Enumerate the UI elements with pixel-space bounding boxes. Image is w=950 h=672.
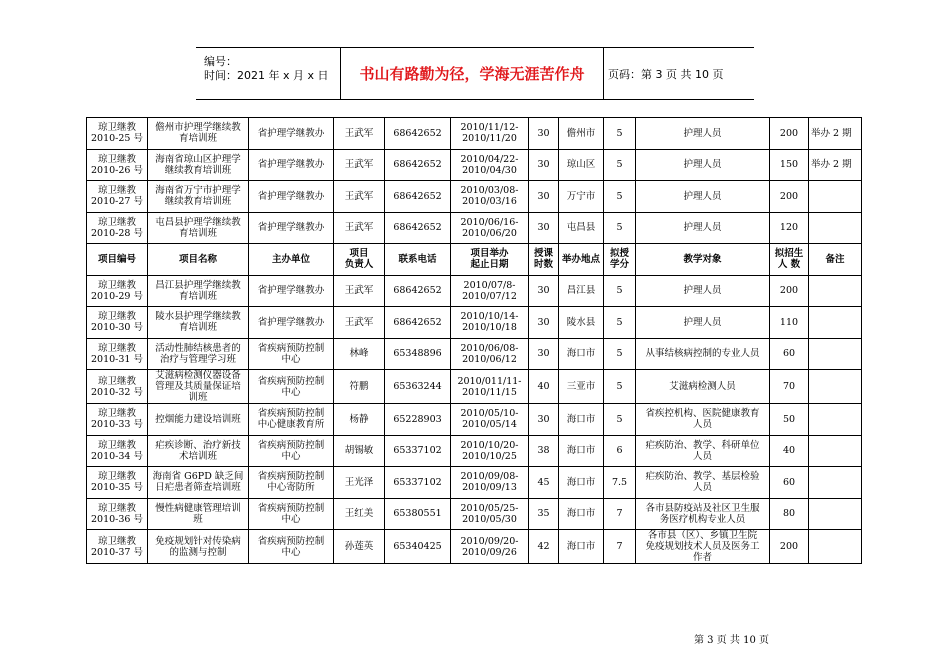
cell-project-name: 活动性肺结核患者的 治疗与管理学习班 (148, 338, 249, 370)
cell-phone: 65337102 (385, 435, 451, 467)
cell-audience: 护理人员 (636, 181, 770, 213)
table-row (87, 498, 862, 530)
cell-location: 昌江县 (559, 275, 604, 307)
cell-enrollment: 200 (770, 181, 809, 213)
cell-date-range: 2010/09/20- 2010/09/26 (451, 530, 529, 564)
header-page-info: 页码：第 3 页 共 10 页 (608, 67, 724, 81)
cell-project-name: 海南省 G6PD 缺乏间 日疟患者筛查培训班 (148, 467, 249, 499)
cell-audience: 从事结核病控制的专业人员 (636, 338, 770, 370)
table-row (87, 149, 862, 181)
cell-credits: 5 (604, 181, 636, 213)
cell-organizer: 省疾病预防控制 中心健康教育所 (249, 404, 334, 436)
cell-date-range: 2010/11/12- 2010/11/20 (451, 118, 529, 150)
cell-project-name: 艾滋病检测仪器设备 管理及其质量保证培 训班 (148, 370, 249, 404)
cell-location: 海口市 (559, 404, 604, 436)
cell-remark (809, 530, 862, 564)
column-header-contact-person: 项目 负责人 (334, 244, 385, 276)
cell-enrollment: 60 (770, 338, 809, 370)
cell-organizer: 省护理学继教办 (249, 149, 334, 181)
cell-organizer: 省护理学继教办 (249, 181, 334, 213)
column-header-phone: 联系电话 (385, 244, 451, 276)
cell-contact-person: 王光泽 (334, 467, 385, 499)
cell-credits: 5 (604, 149, 636, 181)
cell-remark: 举办 2 期 (809, 118, 862, 150)
cell-date-range: 2010/06/16- 2010/06/20 (451, 212, 529, 244)
table-row (87, 212, 862, 244)
cell-hours: 30 (529, 275, 559, 307)
cell-hours: 42 (529, 530, 559, 564)
cell-remark (809, 370, 862, 404)
cell-phone: 68642652 (385, 149, 451, 181)
cell-contact-person: 王武军 (334, 181, 385, 213)
cell-enrollment: 120 (770, 212, 809, 244)
cell-hours: 30 (529, 338, 559, 370)
cell-organizer: 省护理学继教办 (249, 275, 334, 307)
cell-date-range: 2010/03/08- 2010/03/16 (451, 181, 529, 213)
cell-enrollment: 200 (770, 275, 809, 307)
cell-location: 海口市 (559, 338, 604, 370)
cell-audience: 护理人员 (636, 275, 770, 307)
column-header-location: 举办地点 (559, 244, 604, 276)
cell-project-name: 昌江县护理学继续教 育培训班 (148, 275, 249, 307)
cell-remark (809, 181, 862, 213)
cell-project-name: 控烟能力建设培训班 (148, 404, 249, 436)
column-header-date-range: 项目举办 起止日期 (451, 244, 529, 276)
cell-credits: 5 (604, 212, 636, 244)
cell-contact-person: 王武军 (334, 118, 385, 150)
cell-contact-person: 林峰 (334, 338, 385, 370)
cell-project-id: 琼卫继教 2010-37 号 (87, 530, 148, 564)
cell-contact-person: 王红美 (334, 498, 385, 530)
cell-contact-person: 王武军 (334, 307, 385, 339)
cell-hours: 35 (529, 498, 559, 530)
cell-credits: 7.5 (604, 467, 636, 499)
cell-date-range: 2010/10/14- 2010/10/18 (451, 307, 529, 339)
cell-project-name: 儋州市护理学继续教 育培训班 (148, 118, 249, 150)
cell-enrollment: 60 (770, 467, 809, 499)
cell-contact-person: 孙莲英 (334, 530, 385, 564)
cell-location: 海口市 (559, 467, 604, 499)
table-row (87, 404, 862, 436)
cell-audience: 各市县防疫站及社区卫生服 务医疗机构专业人员 (636, 498, 770, 530)
cell-audience: 护理人员 (636, 212, 770, 244)
cell-organizer: 省疾病预防控制 中心 (249, 370, 334, 404)
table-row (87, 530, 862, 564)
cell-date-range: 2010/05/10- 2010/05/14 (451, 404, 529, 436)
cell-location: 屯昌县 (559, 212, 604, 244)
table-row (87, 307, 862, 339)
cell-organizer: 省疾病预防控制 中心 (249, 530, 334, 564)
cell-enrollment: 150 (770, 149, 809, 181)
cell-phone: 68642652 (385, 118, 451, 150)
cell-hours: 30 (529, 149, 559, 181)
cell-phone: 68642652 (385, 181, 451, 213)
cell-organizer: 省护理学继教办 (249, 212, 334, 244)
cell-phone: 65340425 (385, 530, 451, 564)
cell-credits: 5 (604, 338, 636, 370)
cell-phone: 65363244 (385, 370, 451, 404)
cell-project-id: 琼卫继教 2010-30 号 (87, 307, 148, 339)
cell-credits: 6 (604, 435, 636, 467)
column-header-project-id: 项目编号 (87, 244, 148, 276)
cell-hours: 30 (529, 118, 559, 150)
table-row (87, 181, 862, 213)
cell-audience: 各市县（区）、乡镇卫生院 免疫规划技术人员及医务工 作者 (636, 530, 770, 564)
cell-project-name: 海南省万宁市护理学 继续教育培训班 (148, 181, 249, 213)
cell-remark (809, 498, 862, 530)
cell-audience: 护理人员 (636, 307, 770, 339)
cell-credits: 5 (604, 275, 636, 307)
cell-location: 海口市 (559, 530, 604, 564)
training-project-table (86, 117, 862, 564)
cell-project-id: 琼卫继教 2010-29 号 (87, 275, 148, 307)
cell-audience: 艾滋病检测人员 (636, 370, 770, 404)
cell-hours: 30 (529, 181, 559, 213)
cell-enrollment: 70 (770, 370, 809, 404)
cell-contact-person: 王武军 (334, 149, 385, 181)
cell-phone: 65348896 (385, 338, 451, 370)
cell-date-range: 2010/011/11- 2010/11/15 (451, 370, 529, 404)
cell-hours: 30 (529, 307, 559, 339)
cell-organizer: 省疾病预防控制 中心 (249, 498, 334, 530)
cell-enrollment: 80 (770, 498, 809, 530)
cell-date-range: 2010/07/8- 2010/07/12 (451, 275, 529, 307)
cell-organizer: 省疾病预防控制 中心 (249, 338, 334, 370)
cell-project-id: 琼卫继教 2010-28 号 (87, 212, 148, 244)
cell-project-name: 陵水县护理学继续教 育培训班 (148, 307, 249, 339)
column-header-organizer: 主办单位 (249, 244, 334, 276)
column-header-project-name: 项目名称 (148, 244, 249, 276)
cell-project-name: 慢性病健康管理培训 班 (148, 498, 249, 530)
cell-contact-person: 符鹏 (334, 370, 385, 404)
header-motto: 书山有路勤为径，学海无涯苦作舟 (340, 48, 604, 99)
cell-date-range: 2010/04/22- 2010/04/30 (451, 149, 529, 181)
cell-location: 三亚市 (559, 370, 604, 404)
cell-project-id: 琼卫继教 2010-31 号 (87, 338, 148, 370)
cell-phone: 65380551 (385, 498, 451, 530)
cell-organizer: 省疾病预防控制 中心 (249, 435, 334, 467)
cell-credits: 5 (604, 118, 636, 150)
table-row (87, 338, 862, 370)
page-header (196, 47, 754, 100)
column-header-audience: 教学对象 (636, 244, 770, 276)
column-header-hours: 授课 时数 (529, 244, 559, 276)
cell-organizer: 省疾病预防控制 中心寄防所 (249, 467, 334, 499)
cell-audience: 疟疾防治、教学、科研单位 人员 (636, 435, 770, 467)
cell-contact-person: 胡锡敏 (334, 435, 385, 467)
cell-project-name: 海南省琼山区护理学 继续教育培训班 (148, 149, 249, 181)
cell-credits: 5 (604, 370, 636, 404)
cell-phone: 68642652 (385, 307, 451, 339)
cell-date-range: 2010/10/20- 2010/10/25 (451, 435, 529, 467)
cell-phone: 65228903 (385, 404, 451, 436)
table-row (87, 467, 862, 499)
cell-audience: 疟疾防治、教学、基层检验 人员 (636, 467, 770, 499)
cell-hours: 40 (529, 370, 559, 404)
table-header-row (87, 244, 862, 276)
cell-project-id: 琼卫继教 2010-25 号 (87, 118, 148, 150)
cell-location: 万宁市 (559, 181, 604, 213)
table-row (87, 370, 862, 404)
header-time-label: 时间：2021 年 x 月 x 日 (204, 69, 329, 82)
table-row (87, 118, 862, 150)
cell-enrollment: 200 (770, 530, 809, 564)
cell-project-id: 琼卫继教 2010-32 号 (87, 370, 148, 404)
cell-project-name: 疟疾诊断、治疗新技 术培训班 (148, 435, 249, 467)
cell-remark (809, 404, 862, 436)
cell-phone: 68642652 (385, 275, 451, 307)
cell-organizer: 省护理学继教办 (249, 307, 334, 339)
cell-project-name: 屯昌县护理学继续教 育培训班 (148, 212, 249, 244)
cell-remark (809, 467, 862, 499)
cell-location: 海口市 (559, 435, 604, 467)
cell-organizer: 省护理学继教办 (249, 118, 334, 150)
column-header-remark: 备注 (809, 244, 862, 276)
cell-remark (809, 307, 862, 339)
cell-phone: 65337102 (385, 467, 451, 499)
cell-location: 琼山区 (559, 149, 604, 181)
cell-project-id: 琼卫继教 2010-27 号 (87, 181, 148, 213)
cell-credits: 5 (604, 404, 636, 436)
header-meta (196, 48, 340, 99)
cell-project-name: 免疫规划针对传染病 的监测与控制 (148, 530, 249, 564)
cell-project-id: 琼卫继教 2010-36 号 (87, 498, 148, 530)
page-footer: 第 3 页 共 10 页 (694, 635, 769, 646)
cell-date-range: 2010/05/25- 2010/05/30 (451, 498, 529, 530)
table-row (87, 435, 862, 467)
cell-audience: 护理人员 (636, 149, 770, 181)
cell-contact-person: 王武军 (334, 212, 385, 244)
cell-credits: 7 (604, 498, 636, 530)
cell-project-id: 琼卫继教 2010-33 号 (87, 404, 148, 436)
cell-credits: 7 (604, 530, 636, 564)
cell-remark (809, 212, 862, 244)
cell-hours: 45 (529, 467, 559, 499)
cell-project-id: 琼卫继教 2010-26 号 (87, 149, 148, 181)
cell-hours: 30 (529, 404, 559, 436)
cell-date-range: 2010/09/08- 2010/09/13 (451, 467, 529, 499)
cell-audience: 护理人员 (636, 118, 770, 150)
cell-audience: 省疾控机构、医院健康教育 人员 (636, 404, 770, 436)
cell-remark (809, 275, 862, 307)
cell-location: 陵水县 (559, 307, 604, 339)
cell-contact-person: 王武军 (334, 275, 385, 307)
cell-remark (809, 435, 862, 467)
column-header-credits: 拟授 学分 (604, 244, 636, 276)
cell-enrollment: 40 (770, 435, 809, 467)
cell-phone: 68642652 (385, 212, 451, 244)
cell-enrollment: 110 (770, 307, 809, 339)
cell-remark (809, 338, 862, 370)
cell-project-id: 琼卫继教 2010-34 号 (87, 435, 148, 467)
cell-hours: 30 (529, 212, 559, 244)
cell-hours: 38 (529, 435, 559, 467)
column-header-enrollment: 拟招生 人 数 (770, 244, 809, 276)
cell-remark: 举办 2 期 (809, 149, 862, 181)
cell-contact-person: 杨静 (334, 404, 385, 436)
cell-credits: 5 (604, 307, 636, 339)
cell-enrollment: 200 (770, 118, 809, 150)
cell-date-range: 2010/06/08- 2010/06/12 (451, 338, 529, 370)
table-row (87, 275, 862, 307)
header-number-label: 编号： (204, 55, 237, 68)
cell-project-id: 琼卫继教 2010-35 号 (87, 467, 148, 499)
cell-location: 儋州市 (559, 118, 604, 150)
cell-location: 海口市 (559, 498, 604, 530)
cell-enrollment: 50 (770, 404, 809, 436)
